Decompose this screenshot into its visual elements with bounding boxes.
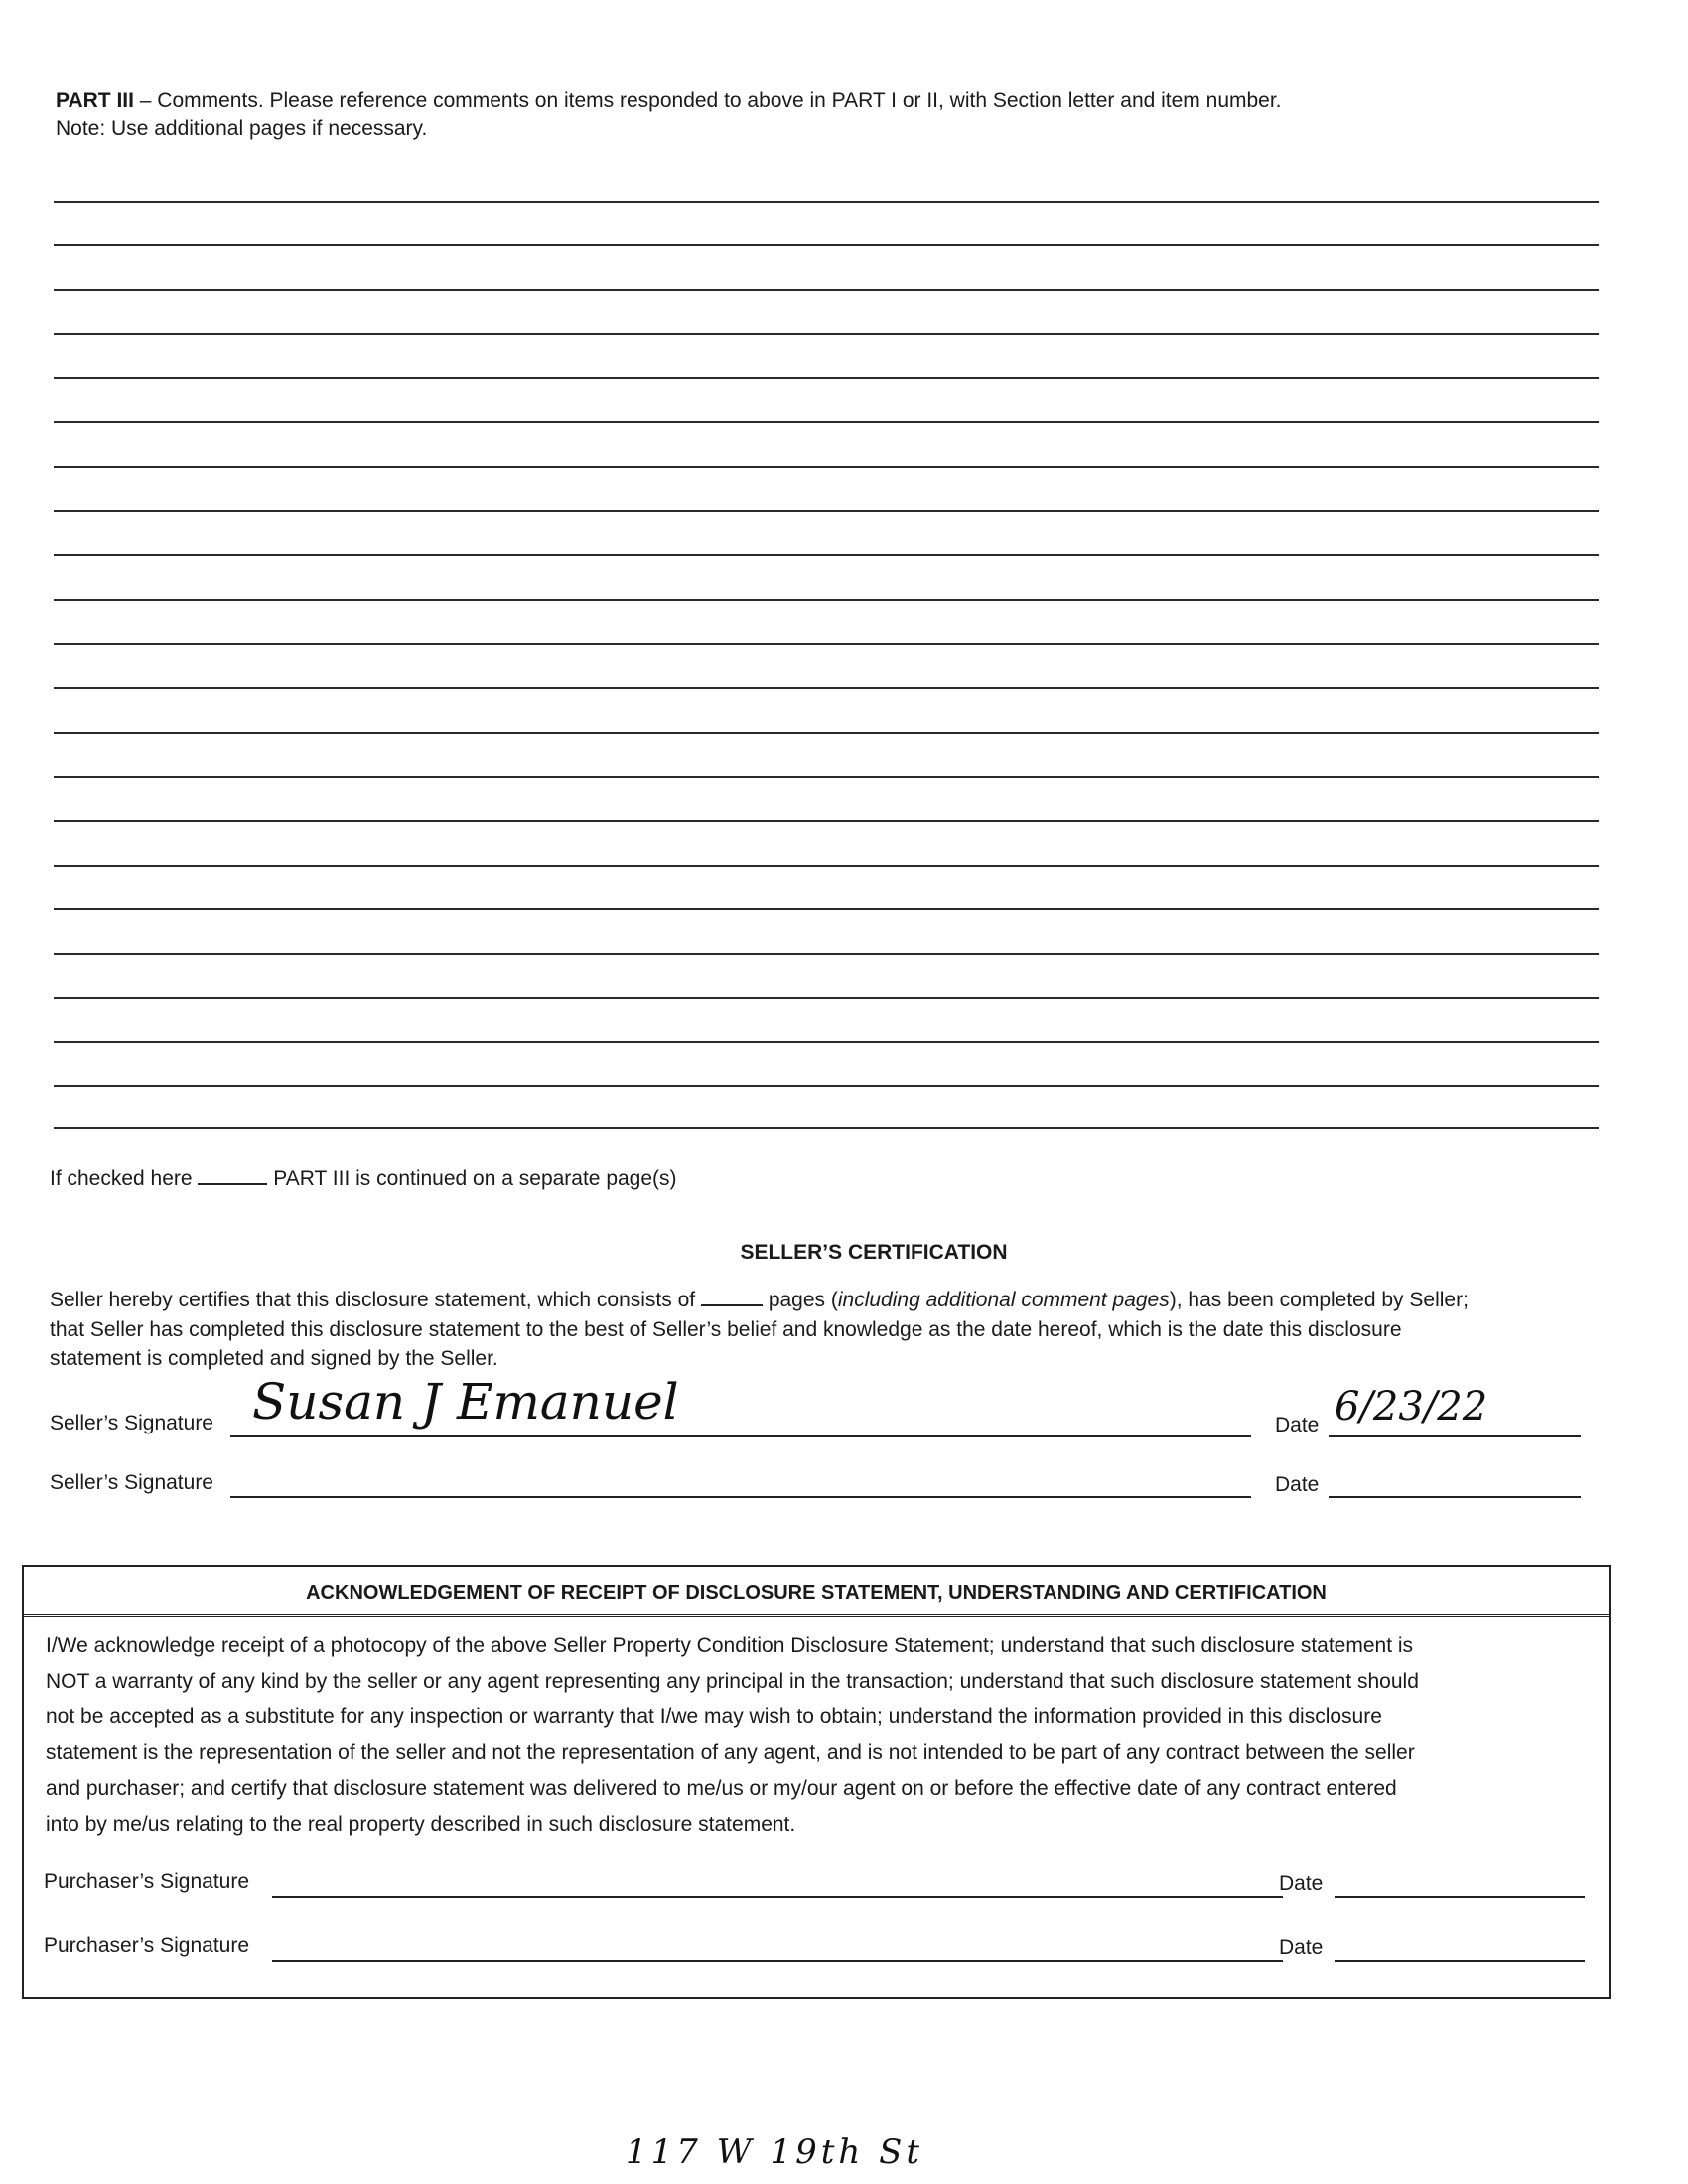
comment-line[interactable] [54,201,1599,203]
continuation-prefix: If checked here [50,1167,193,1190]
sellers-certification-title: SELLER’S CERTIFICATION [740,1241,1008,1264]
page-count-blank[interactable] [701,1304,763,1306]
acknowledgement-title: ACKNOWLEDGEMENT OF RECEIPT OF DISCLOSURE STATEMENT, UNDERSTANDING AND CERTIFICATION [306,1582,1327,1604]
comment-line[interactable] [54,466,1599,468]
purchaser-date-label-2: Date [1279,1936,1324,1959]
seller-date-label-2: Date [1275,1473,1320,1496]
ack-line: into by me/us relating to the real property described in such disclosure statement. [46,1813,796,1836]
seller-signature-line-1[interactable] [230,1435,1251,1437]
acknowledgement-title-divider [24,1614,1609,1617]
comment-line[interactable] [54,510,1599,512]
continuation-suffix: PART III is continued on a separate page(s) [273,1167,677,1190]
comment-line[interactable] [54,599,1599,601]
comment-line[interactable] [54,333,1599,335]
comment-line[interactable] [54,244,1599,246]
comment-line[interactable] [54,687,1599,689]
part3-heading: PART III – Comments. Please reference comments on items responded to above in PART I or II, with Section letter and item number. [56,89,1282,112]
seller-signature-label-1: Seller’s Signature [50,1412,213,1434]
comment-line[interactable] [54,776,1599,778]
purchaser-signature-line-1[interactable] [272,1896,1283,1898]
part3-note: Note: Use additional pages if necessary. [56,117,428,140]
purchaser-date-line-2[interactable] [1335,1960,1585,1962]
certification-line-2: that Seller has completed this disclosure statement to the best of Seller’s belief and knowledge as the date hereof, which is the date this disclosure [50,1318,1402,1341]
seller-signature-label-2: Seller’s Signature [50,1471,213,1494]
comment-line[interactable] [54,1041,1599,1043]
comment-line[interactable] [54,997,1599,999]
comment-line[interactable] [54,421,1599,423]
comment-line[interactable] [54,953,1599,955]
handwritten-address: 117 W 19th St [626,2132,924,2172]
ack-line: and purchaser; and certify that disclosure statement was delivered to me/us or my/our agent on or before the effective date of any contract entered [46,1777,1397,1800]
comment-line[interactable] [54,1127,1599,1129]
purchaser-signature-line-2[interactable] [272,1960,1283,1962]
continuation-row [50,1165,677,1193]
continuation-checkbox-blank[interactable] [198,1183,267,1185]
comment-line[interactable] [54,643,1599,645]
seller-signature-1: Susan J Emanuel [252,1373,679,1431]
seller-signature-line-2[interactable] [230,1496,1251,1498]
certification-line-3: statement is completed and signed by the Seller. [50,1347,498,1370]
purchaser-signature-label-1: Purchaser’s Signature [44,1870,250,1893]
seller-date-line-1[interactable] [1329,1435,1581,1437]
seller-date-label-1: Date [1275,1414,1320,1436]
comment-line[interactable] [54,1085,1599,1087]
ack-line: statement is the representation of the seller and not the representation of any agent, and is not intended to be part of any contract between the seller [46,1741,1415,1764]
ack-line: I/We acknowledge receipt of a photocopy of the above Seller Property Condition Disclosure Statement; understand that such disclosure statement is [46,1634,1414,1657]
seller-date-line-2[interactable] [1329,1496,1581,1498]
acknowledgement-box [22,1565,1611,1999]
purchaser-signature-label-2: Purchaser’s Signature [44,1934,250,1957]
acknowledgement-body [46,1628,1595,1843]
purchaser-date-label-1: Date [1279,1872,1324,1895]
purchaser-date-line-1[interactable] [1335,1896,1585,1898]
comment-line[interactable] [54,554,1599,556]
comment-line[interactable] [54,908,1599,910]
certification-line-1: Seller hereby certifies that this disclosure statement, which consists of pages (including additional comment pages), has been completed by Seller; [50,1289,1469,1311]
ack-line: NOT a warranty of any kind by the seller or any agent representing any principal in the transaction; understand that such disclosure statement should [46,1670,1419,1693]
comment-line[interactable] [54,732,1599,734]
comment-line[interactable] [54,377,1599,379]
comment-line[interactable] [54,289,1599,291]
ack-line: not be accepted as a substitute for any inspection or warranty that I/we may wish to obtain; understand the information provided in this disclosure [46,1706,1382,1728]
seller-date-1: 6/23/22 [1335,1384,1488,1430]
comment-line[interactable] [54,820,1599,822]
comment-line[interactable] [54,865,1599,867]
